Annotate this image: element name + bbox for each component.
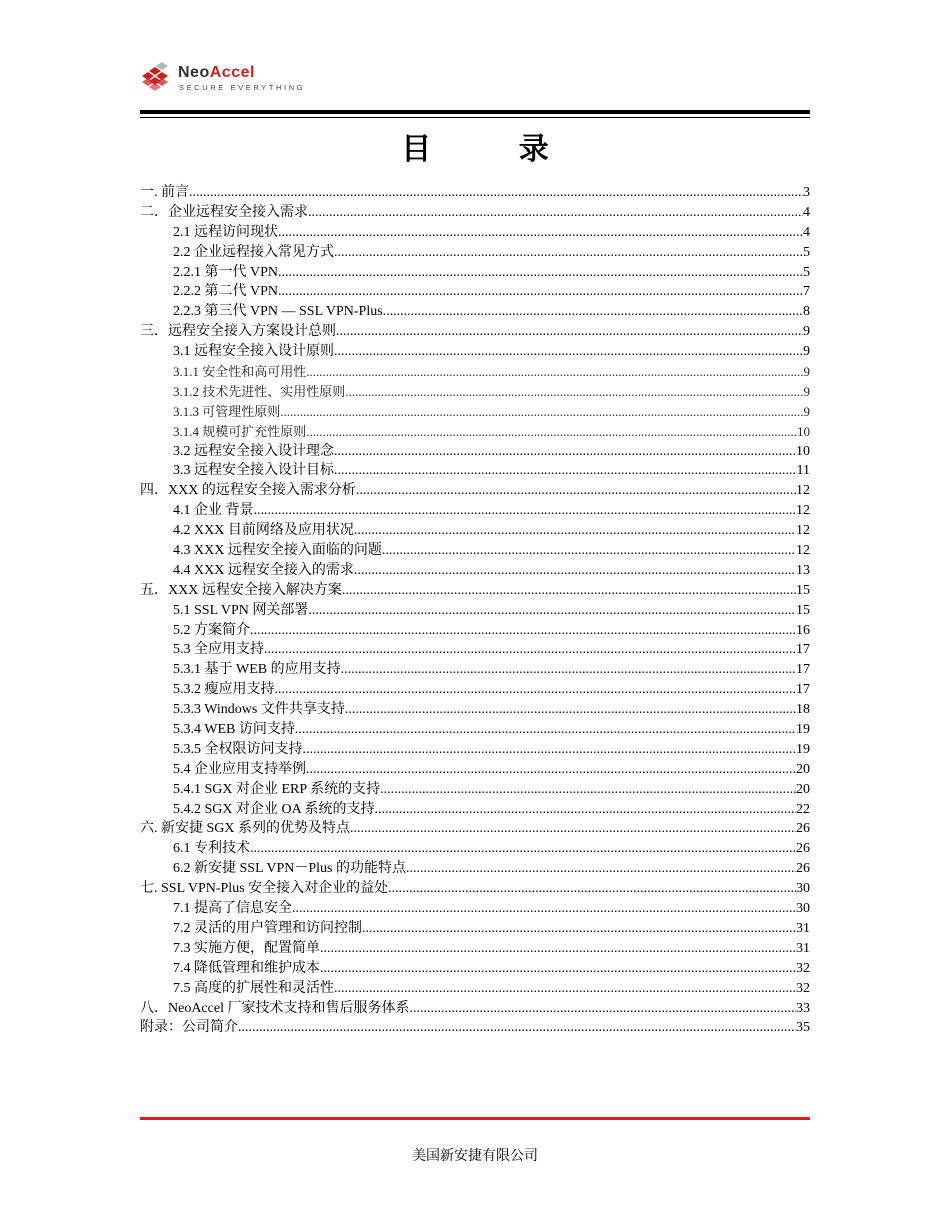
toc-entry-page: 26 [796, 841, 810, 857]
toc-entry-leader [278, 223, 803, 243]
toc-entry-leader [334, 342, 803, 362]
toc-entry-label: 2.2.2 第二代 VPN [173, 284, 279, 300]
toc-entry-page: 5 [803, 244, 810, 260]
toc-entry-page: 7 [803, 284, 810, 300]
toc-entry-label: 一. 前言 [140, 184, 189, 200]
toc-entry[interactable] [140, 919, 810, 939]
toc-entry-label: 3.1.1 安全性和高可用性 [173, 364, 307, 379]
toc-entry-leader [292, 899, 796, 919]
toc-entry-leader [189, 183, 803, 203]
toc-entry-page: 9 [803, 383, 810, 399]
toc-entry-leader [278, 282, 803, 302]
toc-entry[interactable] [140, 899, 810, 919]
toc-entry[interactable] [140, 979, 810, 999]
toc-entry-page: 9 [803, 364, 810, 379]
toc-entry-label: 5.3.5 全权限访问支持 [173, 741, 303, 757]
toc-entry-page: 17 [796, 642, 810, 658]
toc-entry-page: 19 [796, 722, 810, 738]
toc-entry-label: 附录：公司简介 [140, 1020, 238, 1036]
toc-entry-label: 六. 新安捷 SGX 系列的优势及特点 [140, 821, 351, 837]
toc-entry-label: 5.3 全应用支持 [173, 642, 264, 658]
toc-entry-page: 32 [796, 980, 810, 996]
toc-entry-label: 4.4 XXX 远程安全接入的需求 [173, 562, 354, 578]
toc-entry[interactable] [140, 342, 810, 362]
toc-entry-label: 7.3 实施方便，配置简单 [173, 940, 320, 956]
toc-entry-label: 5.3.4 WEB 访问支持 [173, 722, 295, 738]
toc-entry-page: 4 [803, 204, 810, 220]
toc-entry-page: 10 [796, 443, 810, 459]
toc-entry[interactable] [140, 203, 810, 223]
toc-entry-leader [308, 203, 803, 223]
toc-entry-label: 4.2 XXX 目前网络及应用状况 [173, 523, 354, 539]
toc-entry-page: 20 [796, 781, 810, 797]
toc-entry[interactable] [140, 501, 810, 521]
toc-entry-label: 7.4 降低管理和维护成本 [173, 960, 320, 976]
toc-entry-leader [334, 979, 796, 999]
toc-entry-page: 15 [796, 582, 810, 598]
toc-entry[interactable] [140, 302, 810, 322]
toc-entry-label: 4.3 XXX 远程安全接入面临的问题 [173, 543, 382, 559]
toc-entry-leader [382, 541, 796, 561]
toc-entry-page: 26 [796, 821, 810, 837]
toc-entry-label: 2.2.3 第三代 VPN — SSL VPN-Plus [173, 304, 383, 320]
toc-entry-page: 8 [803, 304, 810, 320]
toc-entry[interactable] [140, 561, 810, 581]
toc-entry[interactable] [140, 541, 810, 561]
toc-entry-leader [238, 1018, 796, 1038]
header-rule-thick [140, 110, 810, 114]
toc-entry[interactable] [140, 223, 810, 243]
toc-entry-leader [409, 999, 796, 1019]
toc-entry-page: 5 [803, 264, 810, 280]
toc-entry-page: 20 [796, 761, 810, 777]
toc-entry-page: 22 [796, 801, 810, 817]
toc-entry[interactable] [140, 879, 810, 899]
toc-entry-label: 5.4 企业应用支持举例 [173, 761, 306, 777]
toc-entry-label: 四．XXX 的远程安全接入需求分析 [140, 483, 356, 499]
toc-entry-page: 18 [796, 702, 810, 718]
toc-entry[interactable] [140, 839, 810, 859]
toc-entry-leader [350, 819, 796, 839]
toc-entry[interactable] [140, 362, 810, 382]
toc-entry[interactable] [140, 1018, 810, 1038]
toc-entry-label: 5.1 SSL VPN 网关部署 [173, 602, 309, 618]
page-title: 目 录 [401, 133, 589, 166]
toc-entry-page: 19 [796, 741, 810, 757]
neoaccel-cube-logo-icon [138, 62, 174, 92]
toc-entry[interactable] [140, 780, 810, 800]
toc-entry[interactable] [140, 621, 810, 641]
toc-entry-page: 26 [796, 861, 810, 877]
toc-entry-leader [254, 501, 797, 521]
toc-entry-leader [380, 780, 796, 800]
toc-entry-page: 13 [796, 562, 810, 578]
toc-entry-leader [250, 839, 796, 859]
toc-entry-page: 4 [803, 224, 810, 240]
toc-entry-page: 32 [796, 960, 810, 976]
toc-entry-leader [306, 362, 803, 382]
toc-entry[interactable] [140, 282, 810, 302]
toc-entry-leader [320, 939, 796, 959]
toc-entry-leader [342, 581, 796, 601]
toc-entry-leader [383, 302, 803, 322]
table-of-contents [140, 183, 810, 1038]
toc-entry-leader [341, 660, 796, 680]
toc-entry-page: 12 [796, 483, 810, 499]
toc-entry[interactable] [140, 402, 810, 422]
toc-entry[interactable] [140, 601, 810, 621]
toc-entry-label: 3.3 远程安全接入设计目标 [173, 463, 334, 479]
toc-entry-page: 12 [796, 543, 810, 559]
toc-entry-leader [345, 382, 803, 402]
toc-entry-leader [306, 422, 797, 442]
toc-entry-leader [354, 521, 796, 541]
toc-entry[interactable] [140, 859, 810, 879]
toc-entry-label: 7.2 灵活的用户管理和访问控制 [173, 920, 362, 936]
toc-entry-label: 5.3.1 基于 WEB 的应用支持 [173, 662, 341, 678]
toc-entry-page: 12 [796, 503, 810, 519]
toc-entry-page: 31 [796, 940, 810, 956]
toc-entry-label: 5.4.2 SGX 对企业 OA 系统的支持 [173, 801, 375, 817]
toc-entry-page: 17 [796, 682, 810, 698]
toc-entry-label: 八．NeoAccel 厂家技术支持和售后服务体系 [140, 1000, 410, 1016]
toc-entry[interactable] [140, 680, 810, 700]
toc-entry[interactable] [140, 939, 810, 959]
toc-entry[interactable] [140, 640, 810, 660]
toc-entry-leader [334, 442, 796, 462]
toc-entry-label: 5.3.2 瘦应用支持 [173, 682, 275, 698]
toc-entry-page: 16 [796, 622, 810, 638]
toc-entry[interactable] [140, 720, 810, 740]
toc-entry-label: 6.2 新安捷 SSL VPN－Plus 的功能特点 [173, 861, 406, 877]
toc-entry[interactable] [140, 322, 810, 342]
toc-entry-label: 5.3.3 Windows 文件共享支持 [173, 702, 345, 718]
toc-entry-label: 4.1 企业 背景 [173, 503, 254, 519]
toc-entry-page: 31 [796, 920, 810, 936]
toc-entry-leader [250, 621, 796, 641]
toc-entry[interactable] [140, 700, 810, 720]
toc-entry[interactable] [140, 760, 810, 780]
toc-entry-leader [303, 740, 797, 760]
toc-entry-leader [306, 760, 796, 780]
toc-entry-leader [280, 402, 803, 422]
brand-name-part1: Neo [178, 64, 210, 81]
toc-entry-page: 10 [797, 423, 810, 439]
toc-entry[interactable] [140, 442, 810, 462]
toc-entry[interactable] [140, 581, 810, 601]
toc-entry[interactable] [140, 800, 810, 820]
toc-entry[interactable] [140, 422, 810, 442]
toc-entry[interactable] [140, 382, 810, 402]
toc-entry-leader [388, 879, 796, 899]
toc-entry-page: 11 [796, 463, 810, 479]
toc-entry-label: 5.2 方案简介 [173, 622, 250, 638]
toc-entry-page: 17 [796, 662, 810, 678]
toc-entry-leader [336, 322, 803, 342]
toc-entry-leader [264, 640, 796, 660]
toc-entry[interactable] [140, 461, 810, 481]
toc-entry[interactable] [140, 263, 810, 283]
brand-name [178, 64, 255, 82]
toc-entry-leader [374, 800, 796, 820]
toc-entry[interactable] [140, 481, 810, 501]
toc-entry-leader [406, 859, 796, 879]
toc-entry-label: 2.2.1 第一代 VPN [173, 264, 279, 280]
toc-entry-leader [345, 700, 796, 720]
toc-entry-page: 12 [796, 523, 810, 539]
toc-entry[interactable] [140, 183, 810, 203]
toc-entry-leader [295, 720, 796, 740]
toc-entry-label: 三．远程安全接入方案设计总则 [140, 324, 336, 340]
toc-entry[interactable] [140, 740, 810, 760]
toc-entry-page: 33 [796, 1000, 810, 1016]
toc-entry-page: 9 [803, 324, 810, 340]
toc-entry[interactable] [140, 820, 810, 840]
toc-entry-label: 6.1 专利技术 [173, 841, 250, 857]
toc-entry-label: 3.1.4 规模可扩充性原则 [173, 423, 307, 439]
toc-entry-page: 30 [796, 881, 810, 897]
toc-entry-page: 3 [803, 184, 810, 200]
footer-company-name: 美国新安捷有限公司 [412, 1149, 538, 1164]
toc-entry-page: 15 [796, 602, 810, 618]
header-rule-thin [140, 117, 810, 118]
toc-entry-label: 3.1 远程安全接入设计原则 [173, 344, 334, 360]
toc-entry[interactable] [140, 959, 810, 979]
toc-entry-leader [308, 601, 796, 621]
toc-entry-label: 7.1 提高了信息安全 [173, 901, 292, 917]
toc-entry-page: 9 [803, 403, 810, 419]
toc-entry-label: 2.2 企业远程接入常见方式 [173, 244, 334, 260]
toc-entry-leader [354, 561, 796, 581]
toc-entry-leader [320, 959, 796, 979]
brand-tagline: SECURE EVERYTHING [179, 83, 306, 92]
toc-entry-label: 7.5 高度的扩展性和灵活性 [173, 980, 334, 996]
toc-entry-label: 2.1 远程访问现状 [173, 224, 278, 240]
toc-entry-leader [334, 243, 803, 263]
toc-entry[interactable] [140, 521, 810, 541]
toc-entry-page: 9 [803, 344, 810, 360]
toc-entry-label: 3.1.3 可管理性原则 [173, 403, 281, 419]
toc-entry[interactable] [140, 243, 810, 263]
toc-entry-page: 30 [796, 901, 810, 917]
toc-entry-label: 5.4.1 SGX 对企业 ERP 系统的支持 [173, 781, 381, 797]
footer-rule [140, 1117, 810, 1120]
toc-entry-label: 七. SSL VPN-Plus 安全接入对企业的益处 [140, 881, 389, 897]
toc-entry-leader [362, 919, 796, 939]
toc-entry-label: 3.2 远程安全接入设计理念 [173, 443, 334, 459]
toc-entry-label: 五．XXX 远程安全接入解决方案 [140, 582, 342, 598]
toc-entry[interactable] [140, 999, 810, 1019]
toc-entry-label: 二．企业远程安全接入需求 [140, 204, 308, 220]
brand-name-part2: Accel [209, 64, 255, 81]
toc-entry[interactable] [140, 660, 810, 680]
toc-entry-label: 3.1.2 技术先进性、实用性原则 [173, 383, 346, 399]
toc-entry-page: 35 [796, 1020, 810, 1036]
toc-entry-leader [356, 481, 796, 501]
toc-entry-leader [275, 680, 797, 700]
toc-entry-leader [334, 461, 797, 481]
toc-entry-leader [278, 263, 803, 283]
